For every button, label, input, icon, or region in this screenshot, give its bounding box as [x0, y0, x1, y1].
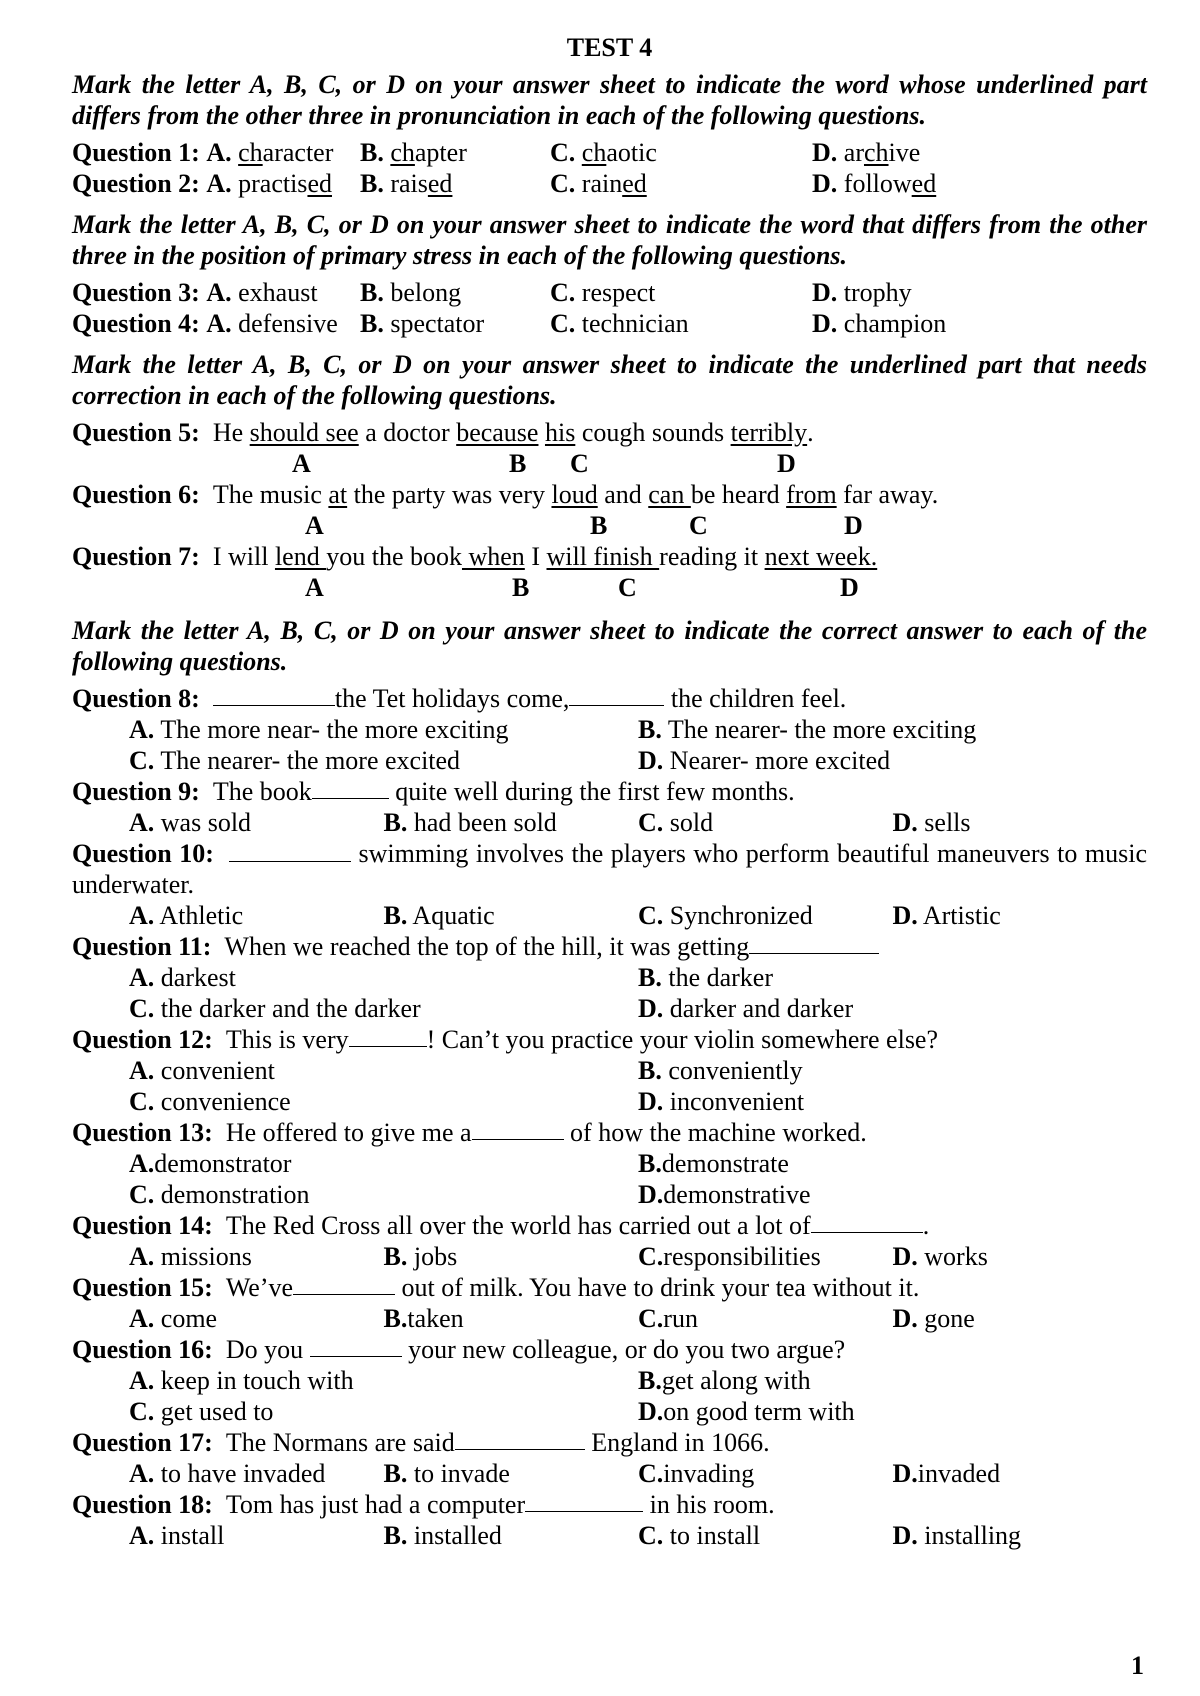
sentence-text: be heard	[690, 480, 787, 509]
instruction-stress: Mark the letter A, B, C, or D on your answer sheet to indicate the word that differs from the other three in the position of primary stress in each of the following questions.	[72, 210, 1147, 270]
option-letter: A.	[206, 278, 232, 307]
answer-blank	[811, 1210, 923, 1233]
question-label: Question 16:	[72, 1335, 213, 1364]
underlined-part: at	[328, 480, 348, 509]
sentence-text: in his room.	[643, 1490, 775, 1519]
letter-b: B	[512, 573, 530, 602]
question-5	[72, 417, 1147, 448]
question-11	[72, 931, 1147, 962]
answer-letters	[72, 448, 1147, 479]
letter-a: A	[305, 511, 324, 540]
option-letter: A.	[206, 309, 232, 338]
option-a[interactable]: A. darkest	[129, 963, 236, 992]
option-a[interactable]: A. to have invaded	[129, 1459, 326, 1488]
sentence-text: out of milk. You have to drink your tea without it.	[395, 1273, 920, 1302]
option-text: ar	[843, 138, 864, 167]
question-10	[72, 838, 1154, 900]
option-d[interactable]: D.invaded	[892, 1459, 1001, 1488]
sentence-text: .	[922, 1211, 930, 1240]
question-label: Question 4:	[72, 309, 200, 338]
question-label: Question 11:	[72, 932, 212, 961]
underlined-part: next week.	[764, 542, 878, 571]
question-18	[72, 1489, 1147, 1520]
sentence-text: swimming involves the players who perform beautiful maneuvers to music underwater.	[72, 839, 1154, 899]
question-15	[72, 1272, 1147, 1303]
answer-letters	[72, 510, 1147, 541]
option-b[interactable]: B. jobs	[383, 1242, 458, 1271]
option-c[interactable]: C.responsibilities	[638, 1242, 821, 1271]
option-text: trophy	[843, 278, 912, 307]
sentence-text: The Red Cross all over the world has carried out a lot of	[225, 1211, 811, 1240]
underlined-part: loud	[551, 480, 598, 509]
option-d[interactable]: D.demonstrative	[638, 1180, 811, 1209]
underlined-part: ch	[238, 138, 263, 167]
option-d[interactable]: D. darker and darker	[638, 994, 854, 1023]
question-7	[72, 541, 1147, 572]
option-c[interactable]: C. sold	[638, 808, 714, 837]
option-a[interactable]: A. convenient	[129, 1056, 275, 1085]
letter-c: C	[570, 449, 589, 478]
underlined-part: ch	[390, 138, 415, 167]
options-q12-row2	[72, 1086, 1147, 1117]
question-16	[72, 1334, 1147, 1365]
sentence-text: The Normans are said	[225, 1428, 455, 1457]
option-text: rais	[390, 169, 428, 198]
option-a[interactable]: A. come	[129, 1304, 218, 1333]
question-4	[72, 308, 1147, 339]
options-q13-row1	[72, 1148, 1147, 1179]
letter-b: B	[590, 511, 608, 540]
options-q13-row2	[72, 1179, 1147, 1210]
option-letter: B.	[360, 309, 384, 338]
option-c[interactable]: C. convenience	[129, 1087, 291, 1116]
option-a[interactable]: A. was sold	[129, 808, 252, 837]
question-12	[72, 1024, 1147, 1055]
option-b[interactable]: B.demonstrate	[638, 1149, 789, 1178]
option-c[interactable]: C. the darker and the darker	[129, 994, 421, 1023]
option-letter: C.	[550, 169, 576, 198]
option-letter: C.	[550, 278, 576, 307]
answer-blank	[455, 1427, 585, 1450]
page-title: TEST 4	[566, 33, 653, 62]
option-b[interactable]: B. The nearer- the more exciting	[638, 715, 977, 744]
question-label: Question 10:	[72, 839, 214, 868]
question-label: Question 12:	[72, 1025, 213, 1054]
option-text: ive	[888, 138, 921, 167]
options-q11-row1	[72, 962, 1147, 993]
option-letter: A.	[206, 138, 232, 167]
option-b[interactable]: B. the darker	[638, 963, 774, 992]
question-1	[72, 137, 1147, 168]
underlined-part: will finish	[546, 542, 660, 571]
option-text: practis	[238, 169, 308, 198]
underlined-part: ch	[863, 138, 889, 167]
question-6	[72, 479, 1147, 510]
option-d[interactable]: D. Nearer- more excited	[638, 746, 891, 775]
option-a[interactable]: A. missions	[129, 1242, 252, 1271]
instruction-correct-answer: Mark the letter A, B, C, or D on your answer sheet to indicate the correct answer to each of the following questions.	[72, 616, 1147, 676]
sentence-text: the children feel.	[664, 684, 847, 713]
underlined-part: ed	[622, 169, 647, 198]
option-c[interactable]: C. to install	[638, 1521, 761, 1550]
sentence-text: of how the machine worked.	[563, 1118, 867, 1147]
options-q17	[72, 1458, 1147, 1489]
question-label: Question 3:	[72, 278, 200, 307]
options-q12-row1	[72, 1055, 1147, 1086]
option-c[interactable]: C.run	[638, 1304, 698, 1333]
sentence-text: The music	[212, 480, 329, 509]
question-2	[72, 168, 1147, 199]
option-c[interactable]: C. Synchronized	[638, 901, 813, 930]
answer-blank	[312, 776, 389, 799]
sentence-text: and	[597, 480, 649, 509]
options-q18	[72, 1520, 1147, 1551]
option-b[interactable]: B. to invade	[383, 1459, 510, 1488]
underlined-part: from	[786, 480, 837, 509]
sentence-text: the Tet holidays come,	[334, 684, 570, 713]
sentence-text: the party was very	[347, 480, 552, 509]
underlined-part: when	[461, 542, 525, 571]
sentence-text: far away.	[836, 480, 939, 509]
sentence-text: England in 1066.	[584, 1428, 770, 1457]
test-page	[72, 32, 1154, 1551]
option-text: aracter	[262, 138, 334, 167]
question-label: Question 14:	[72, 1211, 213, 1240]
option-text: defensive	[238, 309, 338, 338]
answer-blank	[472, 1117, 564, 1140]
question-label: Question 9:	[72, 777, 200, 806]
letter-c: C	[618, 573, 637, 602]
answer-blank	[310, 1334, 402, 1357]
option-d[interactable]: D. installing	[892, 1521, 1022, 1550]
sentence-text: He offered to give me a	[225, 1118, 472, 1147]
answer-letters	[72, 572, 1147, 603]
sentence-text: quite well during the first few months.	[388, 777, 795, 806]
underlined-part: ch	[581, 138, 607, 167]
option-letter: D.	[812, 278, 838, 307]
option-c[interactable]: C. demonstration	[129, 1180, 310, 1209]
option-text: champion	[843, 309, 947, 338]
question-label: Question 2:	[72, 169, 200, 198]
sentence-text: I	[524, 542, 547, 571]
option-text: respect	[581, 278, 656, 307]
options-q9	[72, 807, 1147, 838]
answer-blank	[525, 1489, 643, 1512]
sentence-text: your new colleague, or do you two argue?	[401, 1335, 846, 1364]
question-label: Question 15:	[72, 1273, 213, 1302]
option-b[interactable]: B. had been sold	[383, 808, 557, 837]
question-label: Question 7:	[72, 542, 200, 571]
question-label: Question 5:	[72, 418, 200, 447]
underlined-part: ed	[911, 169, 937, 198]
sentence-text: When we reached the top of the hill, it was getting	[224, 932, 750, 961]
option-d[interactable]: D. gone	[892, 1304, 975, 1333]
answer-blank	[569, 683, 664, 706]
option-d[interactable]: D.on good term with	[638, 1397, 855, 1426]
options-q8-row2	[72, 745, 1147, 776]
option-text: aotic	[606, 138, 657, 167]
option-text: technician	[581, 309, 689, 338]
underlined-part: lend	[274, 542, 327, 571]
option-b[interactable]: B.taken	[383, 1304, 464, 1333]
option-d[interactable]: D. inconvenient	[638, 1087, 805, 1116]
sentence-text: .	[807, 418, 814, 447]
underlined-part: because	[456, 418, 539, 447]
option-text: exhaust	[238, 278, 318, 307]
options-q15	[72, 1303, 1147, 1334]
underlined-part: can	[648, 480, 691, 509]
option-letter: A.	[206, 169, 232, 198]
option-b[interactable]: B.get along with	[638, 1366, 811, 1395]
sentence-text: reading it	[659, 542, 765, 571]
letter-a: A	[305, 573, 324, 602]
option-a[interactable]: A. Athletic	[129, 901, 244, 930]
option-letter: C.	[550, 138, 576, 167]
letter-d: D	[840, 573, 859, 602]
underlined-part: ed	[307, 169, 332, 198]
option-text: apter	[414, 138, 467, 167]
option-b[interactable]: B. Aquatic	[383, 901, 495, 930]
option-d[interactable]: D. sells	[892, 808, 971, 837]
sentence-text: We’ve	[225, 1273, 294, 1302]
option-letter: D.	[812, 169, 838, 198]
options-q16-row2	[72, 1396, 1147, 1427]
sentence-text: Do you	[225, 1335, 310, 1364]
option-a[interactable]: A. The more near- the more exciting	[129, 715, 509, 744]
letter-a: A	[292, 449, 311, 478]
answer-blank	[749, 931, 879, 954]
options-q16-row1	[72, 1365, 1147, 1396]
question-label: Question 13:	[72, 1118, 213, 1147]
option-a[interactable]: A. install	[129, 1521, 225, 1550]
question-label: Question 6:	[72, 480, 200, 509]
underlined-part: should see	[249, 418, 359, 447]
options-q8-row1	[72, 714, 1147, 745]
option-d[interactable]: D. Artistic	[892, 901, 1001, 930]
option-text: spectator	[390, 309, 485, 338]
options-q10	[72, 900, 1147, 931]
option-b[interactable]: B. conveniently	[638, 1056, 803, 1085]
sentence-text: He	[212, 418, 250, 447]
option-text: follow	[843, 169, 912, 198]
sentence-text: This is very	[225, 1025, 349, 1054]
instruction-pronunciation: Mark the letter A, B, C, or D on your answer sheet to indicate the word whose underlined part differs from the other three in pronunciation in each of the following questions.	[72, 70, 1147, 130]
option-letter: B.	[360, 138, 384, 167]
option-a[interactable]: A. keep in touch with	[129, 1366, 354, 1395]
answer-blank	[213, 683, 335, 706]
letter-b: B	[509, 449, 527, 478]
page-number: 1	[1131, 1651, 1144, 1680]
option-c[interactable]: C. get used to	[129, 1397, 274, 1426]
sentence-text: ! Can’t you practice your violin somewhere else?	[426, 1025, 939, 1054]
answer-blank	[229, 839, 351, 862]
letter-d: D	[844, 511, 863, 540]
question-9	[72, 776, 1147, 807]
option-c[interactable]: C.invading	[638, 1459, 755, 1488]
question-3	[72, 277, 1147, 308]
option-text: belong	[390, 278, 462, 307]
underlined-part: his	[544, 418, 576, 447]
option-letter: D.	[812, 138, 838, 167]
option-a[interactable]: A.demonstrator	[129, 1149, 292, 1178]
options-q14	[72, 1241, 1147, 1272]
question-label: Question 1:	[72, 138, 200, 167]
question-17	[72, 1427, 1147, 1458]
option-letter: B.	[360, 169, 384, 198]
sentence-text: The book	[212, 777, 312, 806]
option-letter: B.	[360, 278, 384, 307]
underlined-part: terribly	[730, 418, 808, 447]
options-q11-row2	[72, 993, 1147, 1024]
sentence-text: a doctor	[358, 418, 457, 447]
sentence-text: Tom has just had a computer	[225, 1490, 526, 1519]
question-14	[72, 1210, 1147, 1241]
sentence-text: you the book	[326, 542, 462, 571]
question-label: Question 8:	[72, 684, 200, 713]
option-c[interactable]: C. The nearer- the more excited	[129, 746, 461, 775]
underlined-part: ed	[427, 169, 453, 198]
answer-blank	[349, 1024, 427, 1047]
option-b[interactable]: B. installed	[383, 1521, 502, 1550]
option-text: rain	[581, 169, 623, 198]
letter-d: D	[777, 449, 796, 478]
instruction-error: Mark the letter A, B, C, or D on your answer sheet to indicate the underlined part that needs correction in each of the following questions.	[72, 350, 1147, 410]
letter-c: C	[689, 511, 708, 540]
option-letter: C.	[550, 309, 576, 338]
question-label: Question 17:	[72, 1428, 213, 1457]
question-8	[72, 683, 1147, 714]
question-label: Question 18:	[72, 1490, 213, 1519]
sentence-text: I will	[212, 542, 275, 571]
sentence-text: cough sounds	[575, 418, 731, 447]
question-13	[72, 1117, 1147, 1148]
option-letter: D.	[812, 309, 838, 338]
option-d[interactable]: D. works	[892, 1242, 988, 1271]
answer-blank	[293, 1272, 395, 1295]
